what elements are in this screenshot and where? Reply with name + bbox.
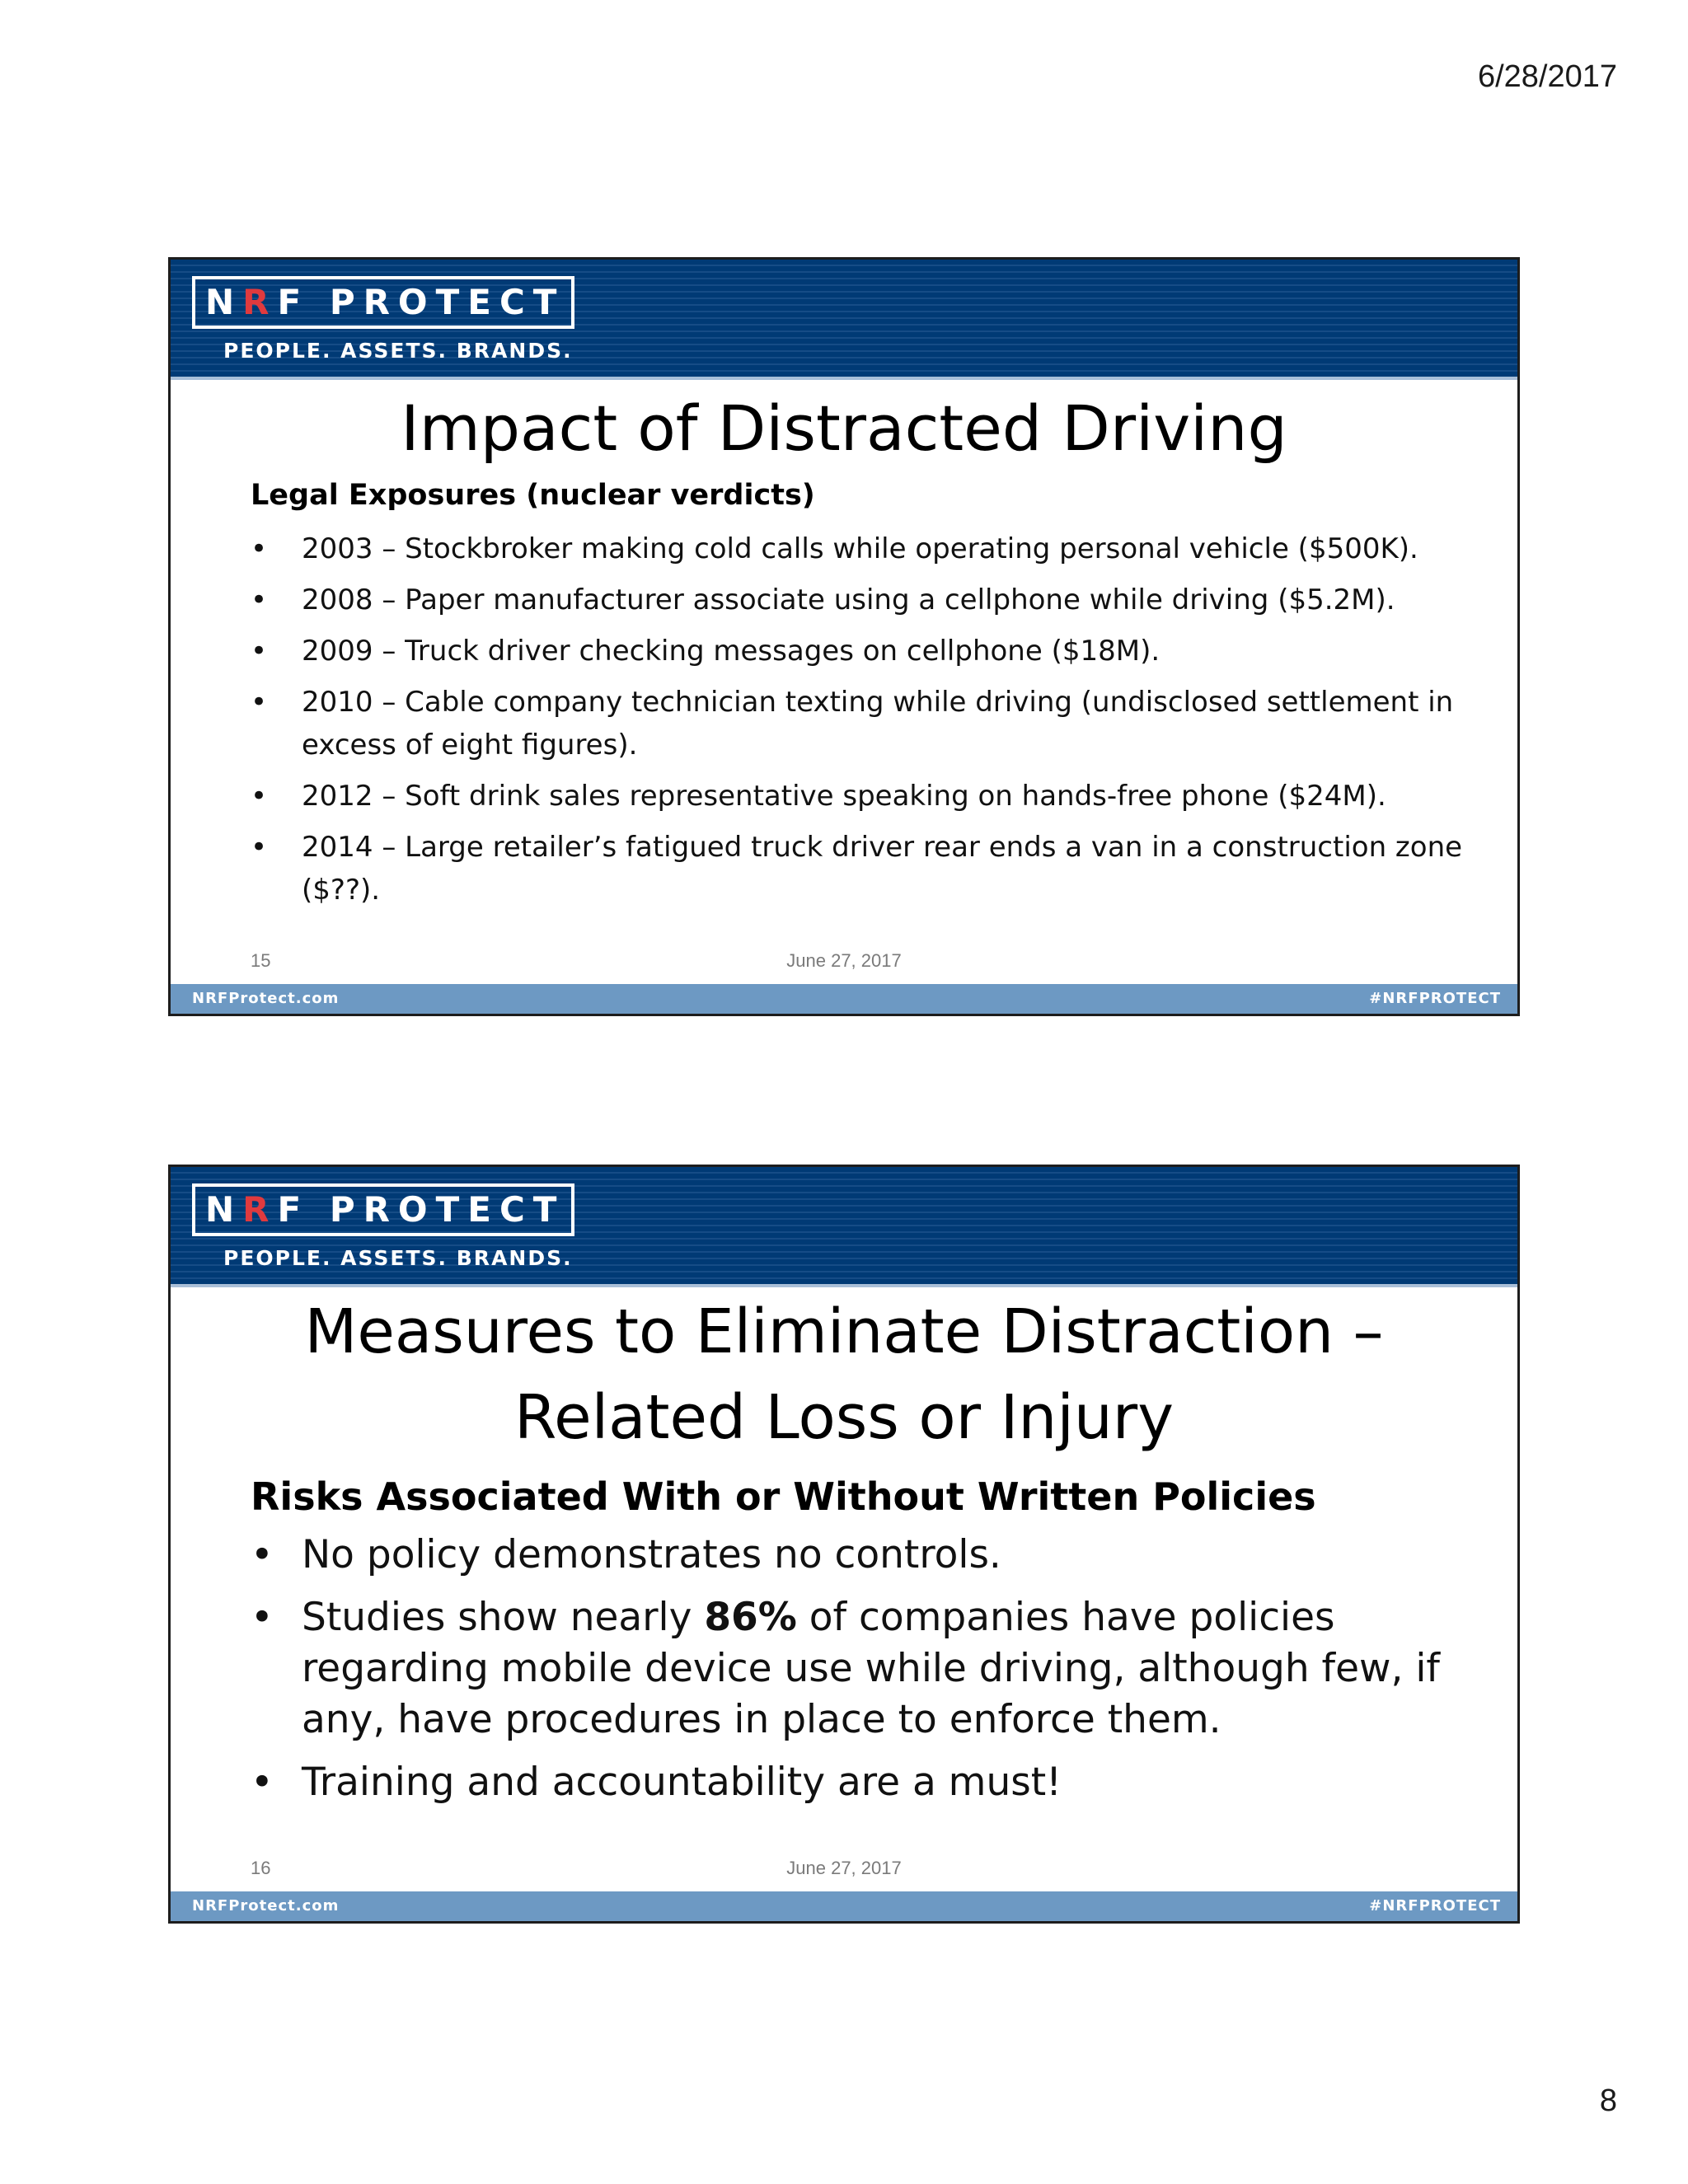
slide-banner xyxy=(171,260,1517,380)
bullet-icon: • xyxy=(251,583,268,616)
slide-date: June 27, 2017 xyxy=(786,1858,902,1878)
bullet-icon: • xyxy=(251,635,268,668)
list-item: • 2010 – Cable company technician texting while driving (undisclosed settlement in excess of eight figures). xyxy=(251,681,1468,766)
slide-number: 16 xyxy=(251,1858,271,1878)
policy-list xyxy=(251,1530,1468,1820)
bullet-icon: • xyxy=(251,686,268,719)
page-number: 8 xyxy=(1599,2083,1617,2118)
slide-15 xyxy=(168,257,1520,1016)
list-item: • 2014 – Large retailer’s fatigued truck driver rear ends a van in a construction zone ($??). xyxy=(251,826,1468,912)
list-item: • 2003 – Stockbroker making cold calls while operating personal vehicle ($500K). xyxy=(251,527,1468,570)
footer-website: NRFProtect.com xyxy=(192,1897,340,1915)
bullet-icon: • xyxy=(251,1532,274,1577)
slide-subheading: Risks Associated With or Without Written Policies xyxy=(251,1474,1316,1519)
list-item: • 2012 – Soft drink sales representative speaking on hands-free phone ($24M). xyxy=(251,775,1468,818)
logo-tagline: PEOPLE. ASSETS. BRANDS. xyxy=(223,339,573,363)
slide-title-line-1: Measures to Eliminate Distraction – xyxy=(304,1296,1384,1367)
bullet-icon: • xyxy=(251,532,268,565)
list-item: • 2008 – Paper manufacturer associate using a cellphone while driving ($5.2M). xyxy=(251,579,1468,621)
slide-footer xyxy=(171,1891,1517,1921)
slide-16 xyxy=(168,1165,1520,1924)
slide-number: 15 xyxy=(251,950,271,971)
slide-footer xyxy=(171,984,1517,1014)
list-item: • 2009 – Truck driver checking messages on cellphone ($18M). xyxy=(251,630,1468,673)
footer-hashtag: #NRFPROTECT xyxy=(1369,990,1501,1007)
slide-date: June 27, 2017 xyxy=(786,950,902,971)
slide-subheading: Legal Exposures (nuclear verdicts) xyxy=(251,479,815,512)
footer-hashtag: #NRFPROTECT xyxy=(1369,1897,1501,1915)
list-item: • No policy demonstrates no controls. xyxy=(251,1530,1468,1581)
logo-tagline: PEOPLE. ASSETS. BRANDS. xyxy=(223,1246,573,1270)
slide-banner xyxy=(171,1167,1517,1287)
bullet-icon: • xyxy=(251,1595,274,1640)
list-item: • Studies show nearly 86% of companies have policies regarding mobile device use while driving, although few, if any, have procedures in place to enforce them. xyxy=(251,1592,1468,1746)
bullet-icon: • xyxy=(251,780,268,813)
slide-title: Impact of Distracted Driving xyxy=(401,391,1287,465)
slide-title xyxy=(171,1289,1517,1460)
nrf-protect-logo: NRF PROTECT xyxy=(192,1183,574,1236)
nrf-protect-logo: NRF PROTECT xyxy=(192,276,574,329)
slide-title-line-2: Related Loss or Injury xyxy=(513,1382,1175,1453)
footer-website: NRFProtect.com xyxy=(192,990,340,1007)
page-date: 6/28/2017 xyxy=(1477,59,1617,94)
list-item: • Training and accountability are a must! xyxy=(251,1757,1468,1808)
bullet-icon: • xyxy=(251,831,268,864)
bullet-icon: • xyxy=(251,1760,274,1805)
statistic-highlight: 86% xyxy=(704,1595,797,1640)
verdict-list xyxy=(251,527,1468,920)
